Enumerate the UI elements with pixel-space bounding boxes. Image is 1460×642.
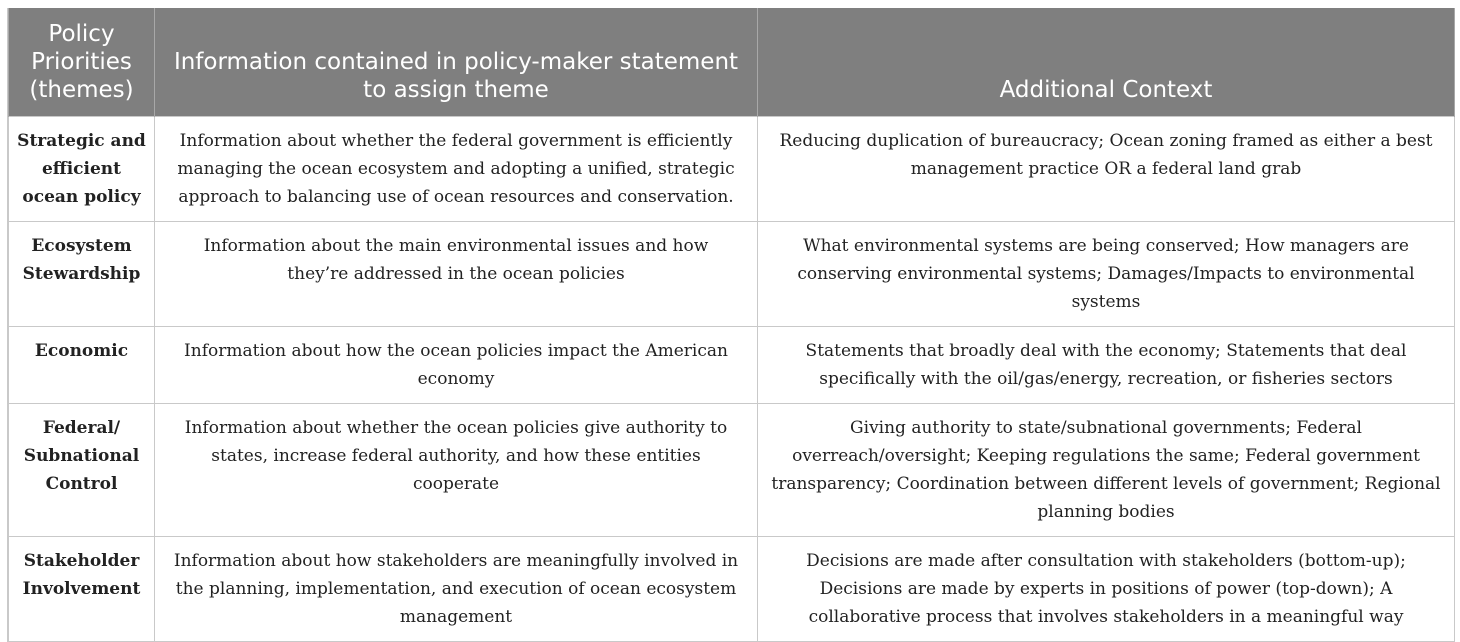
theme-cell: Federal/ Subnational Control	[9, 404, 155, 537]
policy-themes-table-container	[7, 8, 1455, 642]
header-policy-priorities: Policy Priorities (themes)	[9, 8, 155, 117]
table-row	[9, 117, 1455, 222]
context-cell: Decisions are made after consultation with stakeholders (bottom-up); Decisions are made by experts in positions of power (top-down); A collaborative process that involves stakeholders in a meaningful way	[758, 537, 1455, 642]
table-body	[9, 117, 1455, 642]
table-row	[9, 327, 1455, 404]
context-cell: Reducing duplication of bureaucracy; Ocean zoning framed as either a best management practice OR a federal land grab	[758, 117, 1455, 222]
context-cell: What environmental systems are being conserved; How managers are conserving environmental systems; Damages/Impacts to environmental systems	[758, 222, 1455, 327]
policy-themes-table	[8, 8, 1455, 642]
context-cell: Statements that broadly deal with the economy; Statements that deal specifically with the oil/gas/energy, recreation, or fisheries sectors	[758, 327, 1455, 404]
theme-cell: Ecosystem Stewardship	[9, 222, 155, 327]
header-row	[9, 8, 1455, 117]
information-cell: Information about whether the ocean policies give authority to states, increase federal authority, and how these entities cooperate	[155, 404, 758, 537]
header-information: Information contained in policy-maker statement to assign theme	[155, 8, 758, 117]
information-cell: Information about how the ocean policies impact the American economy	[155, 327, 758, 404]
information-cell: Information about the main environmental issues and how they’re addressed in the ocean policies	[155, 222, 758, 327]
context-cell: Giving authority to state/subnational governments; Federal overreach/oversight; Keeping regulations the same; Federal government transparency; Coordination between different levels of government; Regional planning bodies	[758, 404, 1455, 537]
table-row	[9, 222, 1455, 327]
theme-cell: Stakeholder Involvement	[9, 537, 155, 642]
table-row	[9, 404, 1455, 537]
theme-cell: Economic	[9, 327, 155, 404]
information-cell: Information about how stakeholders are meaningfully involved in the planning, implementation, and execution of ocean ecosystem management	[155, 537, 758, 642]
theme-cell: Strategic and efficient ocean policy	[9, 117, 155, 222]
information-cell: Information about whether the federal government is efficiently managing the ocean ecosystem and adopting a unified, strategic approach to balancing use of ocean resources and conservation.	[155, 117, 758, 222]
header-additional-context: Additional Context	[758, 8, 1455, 117]
table-header	[9, 8, 1455, 117]
table-row	[9, 537, 1455, 642]
